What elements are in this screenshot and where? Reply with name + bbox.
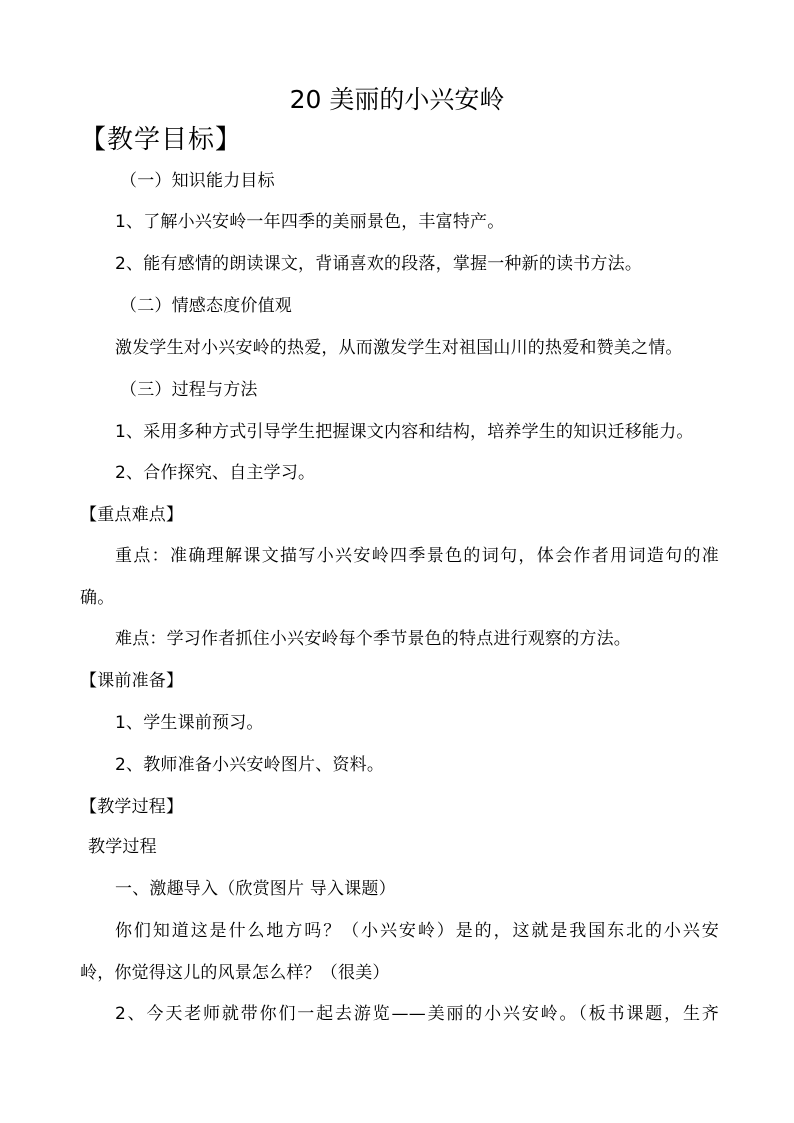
preparation-item-2: 2、教师准备小兴安岭图片、资料。 — [115, 755, 385, 775]
section-1-heading: （一）知识能力目标 — [120, 171, 275, 191]
preparation-item-1: 1、学生课前预习。 — [115, 713, 264, 733]
section-2-text: 激发学生对小兴安岭的热爱，从而激发学生对祖国山川的热爱和赞美之情。 — [115, 338, 683, 358]
process-heading: 【教学过程】 — [80, 797, 184, 817]
section-3-item-1: 1、采用多种方式引导学生把握课文内容和结构，培养学生的知识迁移能力。 — [115, 422, 694, 442]
difficulty-text: 难点：学习作者抓住小兴安岭每个季节景色的特点进行观察的方法。 — [115, 629, 631, 649]
step-1-heading: 一、激趣导入（欣赏图片 导入课题） — [115, 879, 396, 899]
section-1-item-1: 1、了解小兴安岭一年四季的美丽景色，丰富特产。 — [115, 212, 505, 232]
section-3-heading: （三）过程与方法 — [120, 380, 258, 400]
section-3-item-2: 2、合作探究、自主学习。 — [115, 463, 316, 483]
objectives-heading: 【教学目标】 — [80, 125, 243, 155]
preparation-heading: 【课前准备】 — [80, 671, 184, 691]
section-1-item-2: 2、能有感情的朗读课文，背诵喜欢的段落，掌握一种新的读书方法。 — [115, 254, 643, 274]
key-point-line-1: 重点：准确理解课文描写小兴安岭四季景色的词句，体会作者用词造句的准 — [115, 546, 719, 566]
step-1-text-line-2: 岭，你觉得这儿的风景怎么样？（很美） — [80, 963, 390, 983]
key-point-line-2: 确。 — [80, 588, 115, 608]
section-2-heading: （二）情感态度价值观 — [120, 296, 292, 316]
step-1-text-line-1: 你们知道这是什么地方吗？（小兴安岭）是的，这就是我国东北的小兴安 — [115, 921, 719, 941]
key-points-heading: 【重点难点】 — [80, 505, 184, 525]
step-2-text-line-1: 2、今天老师就带你们一起去游览——美丽的小兴安岭。（板书课题，生齐 — [115, 1004, 719, 1024]
page-title: 20 美丽的小兴安岭 — [289, 85, 505, 114]
process-subheading: 教学过程 — [88, 837, 157, 857]
